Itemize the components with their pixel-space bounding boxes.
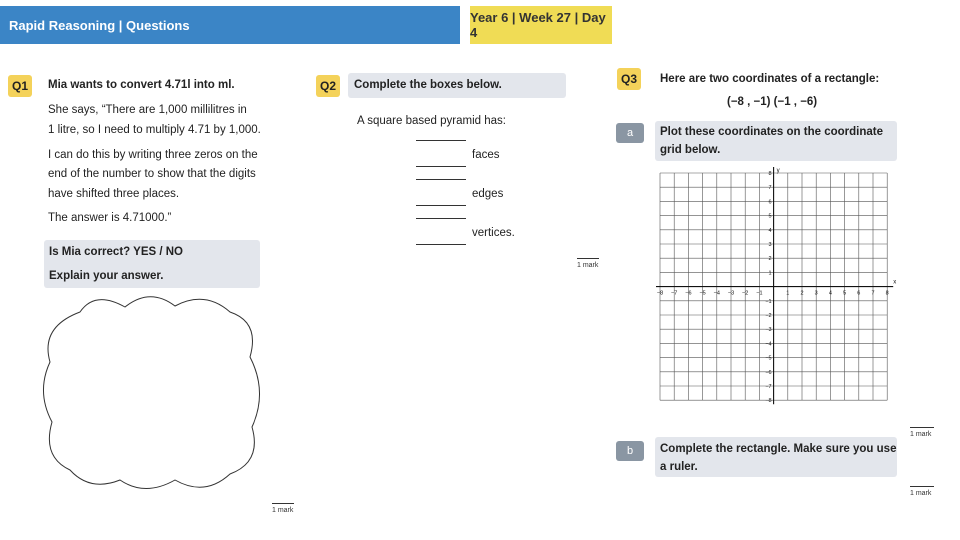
coordinate-grid[interactable] [652, 165, 902, 415]
x-axis-label: x [893, 279, 897, 286]
edges-answer-box-bottom[interactable] [416, 205, 466, 206]
page-title: Rapid Reasoning | Questions [9, 17, 190, 33]
q1-quote-line: 1 litre, so I need to multiply 4.71 by 1,000. [48, 124, 261, 136]
q2-stem: A square based pyramid has: [357, 115, 506, 127]
q2-instruction-box [348, 73, 566, 98]
x-tick-label: −5 [699, 290, 706, 297]
y-tick-label: 8 [768, 171, 772, 177]
q2-badge: Q2 [316, 75, 340, 97]
q1-explain-prompt: Explain your answer. [49, 270, 164, 282]
q1-yes-no-prompt[interactable]: Is Mia correct? YES / NO [49, 246, 184, 258]
x-tick-label: −8 [656, 290, 664, 297]
y-axis-label: y [776, 168, 780, 174]
y-tick-label: 5 [768, 213, 772, 220]
y-tick-label: 3 [768, 242, 772, 248]
q1-mark-label: 1 mark [272, 507, 294, 514]
x-tick-label: 5 [843, 290, 847, 297]
y-tick-label: −5 [765, 355, 772, 362]
q3a-mark-label: 1 mark [910, 431, 932, 438]
week-day-label: Year 6 | Week 27 | Day 4 [470, 10, 606, 40]
q1-mark-line [272, 503, 294, 504]
y-tick-label: −7 [765, 384, 772, 390]
x-tick-label: −3 [727, 290, 735, 297]
q3b-mark-label: 1 mark [910, 490, 932, 497]
q1-quote-line: have shifted three places. [48, 188, 180, 200]
vertices-label: vertices. [472, 227, 515, 239]
x-tick-label: 3 [814, 290, 818, 297]
q1-quote-line: She says, “There are 1,000 millilitres in [48, 104, 247, 116]
x-tick-label: 6 [857, 290, 861, 297]
q3-part-b-badge: b [616, 441, 644, 461]
x-tick-label: 8 [885, 290, 889, 297]
x-tick-label: 2 [800, 290, 804, 297]
x-tick-label: −6 [685, 290, 692, 297]
q1-quote-line: The answer is 4.71000.” [48, 212, 172, 224]
y-tick-label: −1 [765, 298, 772, 305]
q3-part-b-line: Complete the rectangle. Make sure you use [660, 443, 897, 455]
q3-part-a-line: Plot these coordinates on the coordinate [660, 126, 884, 138]
q1-prompt-box [44, 240, 260, 288]
x-tick-label: −7 [671, 290, 678, 297]
q3-coordinates: (−8 , −1) (−1 , −6) [727, 96, 818, 108]
y-tick-label: −6 [765, 369, 772, 376]
y-tick-label: 7 [768, 185, 772, 192]
faces-answer-box-bottom[interactable] [416, 166, 466, 167]
q3-part-b-line: a ruler. [660, 461, 698, 473]
x-tick-label: −4 [713, 290, 720, 297]
edges-label: edges [472, 188, 504, 200]
y-tick-label: −4 [765, 341, 772, 348]
edges-answer-box-top [416, 179, 466, 180]
y-tick-label: −8 [765, 398, 772, 405]
x-tick-label: 1 [786, 290, 790, 297]
x-tick-label: 4 [828, 290, 832, 297]
q1-answer-cloud[interactable] [40, 292, 270, 492]
q1-question: Mia wants to convert 4.71l into ml. [48, 79, 235, 91]
y-tick-label: −3 [765, 327, 772, 334]
y-tick-label: 4 [768, 227, 772, 234]
header-meta-bar [470, 6, 612, 44]
faces-answer-box-top [416, 140, 466, 141]
q3-badge: Q3 [617, 68, 641, 90]
q3a-mark-line [910, 427, 934, 428]
y-tick-label: 2 [768, 256, 772, 263]
q1-quote-line: I can do this by writing three zeros on the [48, 149, 258, 161]
y-tick-label: 1 [768, 270, 772, 277]
q2-mark-line [577, 258, 599, 259]
y-tick-label: −2 [765, 313, 772, 319]
header-title-bar [0, 6, 460, 44]
q3-intro: Here are two coordinates of a rectangle: [660, 73, 880, 85]
vertices-answer-box-top [416, 218, 466, 219]
q1-badge: Q1 [8, 75, 32, 97]
vertices-answer-box-bottom[interactable] [416, 244, 466, 245]
q3-part-b-box [655, 437, 897, 477]
x-tick-label: −2 [742, 290, 749, 297]
y-tick-label: 6 [768, 199, 772, 206]
q3-part-a-line: grid below. [660, 144, 721, 156]
x-tick-label: −1 [756, 290, 763, 297]
faces-label: faces [472, 149, 500, 161]
q3-part-a-badge: a [616, 123, 644, 143]
q2-mark-label: 1 mark [577, 262, 599, 269]
x-tick-label: 7 [871, 290, 875, 297]
q3b-mark-line [910, 486, 934, 487]
q1-quote-line: end of the number to show that the digits [48, 168, 256, 180]
q3-part-a-box [655, 121, 897, 161]
q2-instruction: Complete the boxes below. [354, 79, 502, 91]
